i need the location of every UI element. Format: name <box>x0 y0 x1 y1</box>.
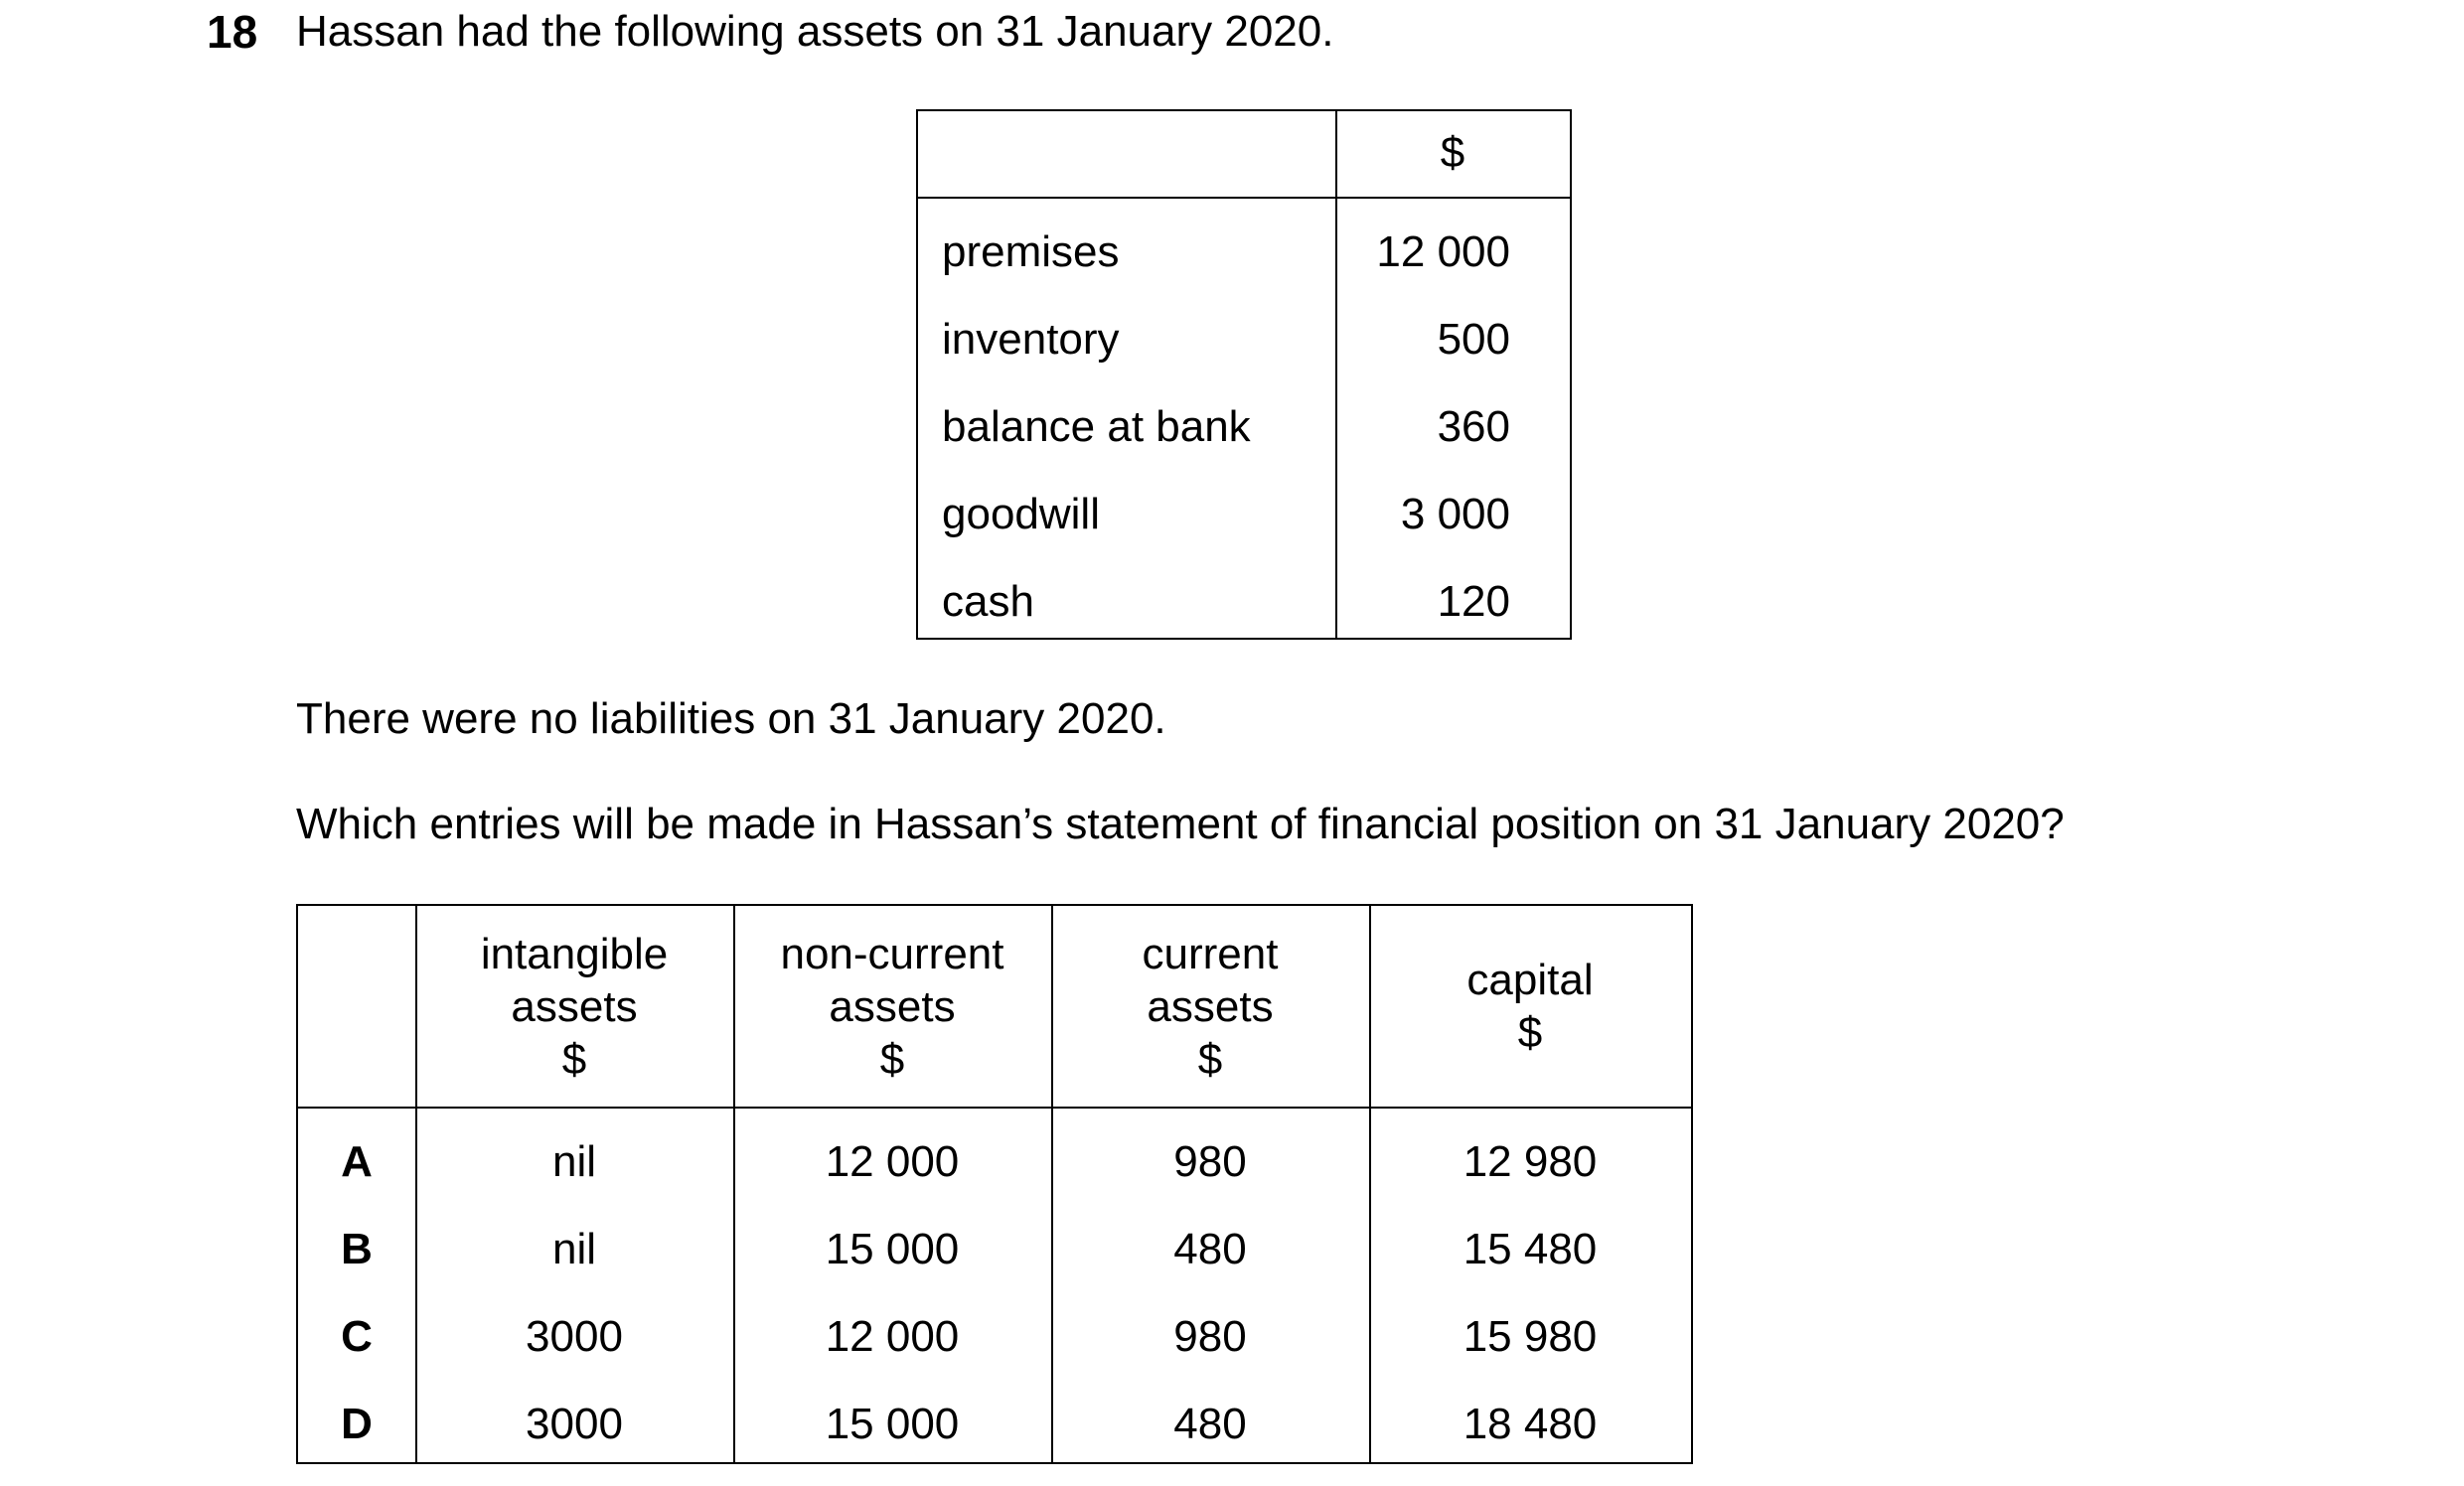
header-line: capital <box>1466 956 1594 1004</box>
option-key[interactable]: A <box>341 1137 373 1186</box>
options-header-divider <box>298 1107 1691 1109</box>
option-row-c[interactable] <box>298 1293 1691 1381</box>
capital-value: 12 980 <box>1463 1137 1598 1186</box>
header-line: assets <box>829 981 956 1031</box>
asset-value: 12 000 <box>1376 227 1510 276</box>
question-intro: Hassan had the following assets on 31 January 2020. <box>296 7 1334 56</box>
intangible-value: nil <box>551 1137 597 1186</box>
header-non-current-assets <box>733 906 1051 1107</box>
option-row-b[interactable] <box>298 1206 1691 1293</box>
header-line: current <box>1142 929 1279 978</box>
header-line: assets <box>1147 981 1274 1031</box>
current-value: 980 <box>1173 1312 1247 1361</box>
header-line: assets <box>511 981 638 1031</box>
current-value: 980 <box>1173 1137 1247 1186</box>
header-line: non-current <box>780 929 1004 978</box>
capital-value: 15 480 <box>1463 1225 1598 1273</box>
assets-table-header-divider <box>918 197 1570 199</box>
asset-name: inventory <box>942 315 1120 364</box>
assets-row-cash <box>918 558 1570 646</box>
assets-table-header-currency: $ <box>1440 128 1465 177</box>
assets-row-premises <box>918 209 1570 296</box>
asset-value: 500 <box>1437 315 1510 364</box>
header-intangible-assets <box>415 906 733 1107</box>
asset-name: cash <box>942 577 1034 626</box>
question-note: There were no liabilities on 31 January 2020. <box>296 694 1166 743</box>
asset-name: balance at bank <box>942 402 1251 451</box>
non-current-value: 15 000 <box>825 1400 960 1448</box>
header-current-assets <box>1051 906 1369 1107</box>
current-value: 480 <box>1173 1400 1247 1448</box>
asset-name: premises <box>942 227 1120 276</box>
asset-value: 120 <box>1437 577 1510 626</box>
header-capital <box>1369 906 1691 1107</box>
option-key[interactable]: D <box>341 1400 373 1448</box>
non-current-value: 15 000 <box>825 1225 960 1273</box>
header-line: intangible <box>480 929 669 978</box>
header-line: $ <box>1197 1034 1223 1084</box>
assets-row-balance-at-bank <box>918 383 1570 471</box>
asset-value: 360 <box>1437 402 1510 451</box>
intangible-value: 3000 <box>526 1400 623 1448</box>
option-key[interactable]: C <box>341 1312 373 1361</box>
header-line: $ <box>1517 1008 1543 1057</box>
assets-table <box>916 109 1572 640</box>
assets-row-inventory <box>918 296 1570 383</box>
intangible-value: nil <box>551 1225 597 1273</box>
option-row-a[interactable] <box>298 1118 1691 1206</box>
intangible-value: 3000 <box>526 1312 623 1361</box>
assets-row-goodwill <box>918 471 1570 558</box>
asset-name: goodwill <box>942 490 1100 538</box>
capital-value: 15 980 <box>1463 1312 1598 1361</box>
non-current-value: 12 000 <box>825 1312 960 1361</box>
header-line: $ <box>561 1034 587 1084</box>
option-key[interactable]: B <box>341 1225 373 1273</box>
question-number: 18 <box>207 6 258 58</box>
answer-options-table <box>296 904 1693 1464</box>
current-value: 480 <box>1173 1225 1247 1273</box>
question-prompt: Which entries will be made in Hassan’s statement of financial position on 31 January 2020? <box>296 800 2065 848</box>
capital-value: 18 480 <box>1463 1400 1598 1448</box>
asset-value: 3 000 <box>1400 490 1510 538</box>
header-line: $ <box>879 1034 905 1084</box>
non-current-value: 12 000 <box>825 1137 960 1186</box>
option-row-d[interactable] <box>298 1381 1691 1468</box>
